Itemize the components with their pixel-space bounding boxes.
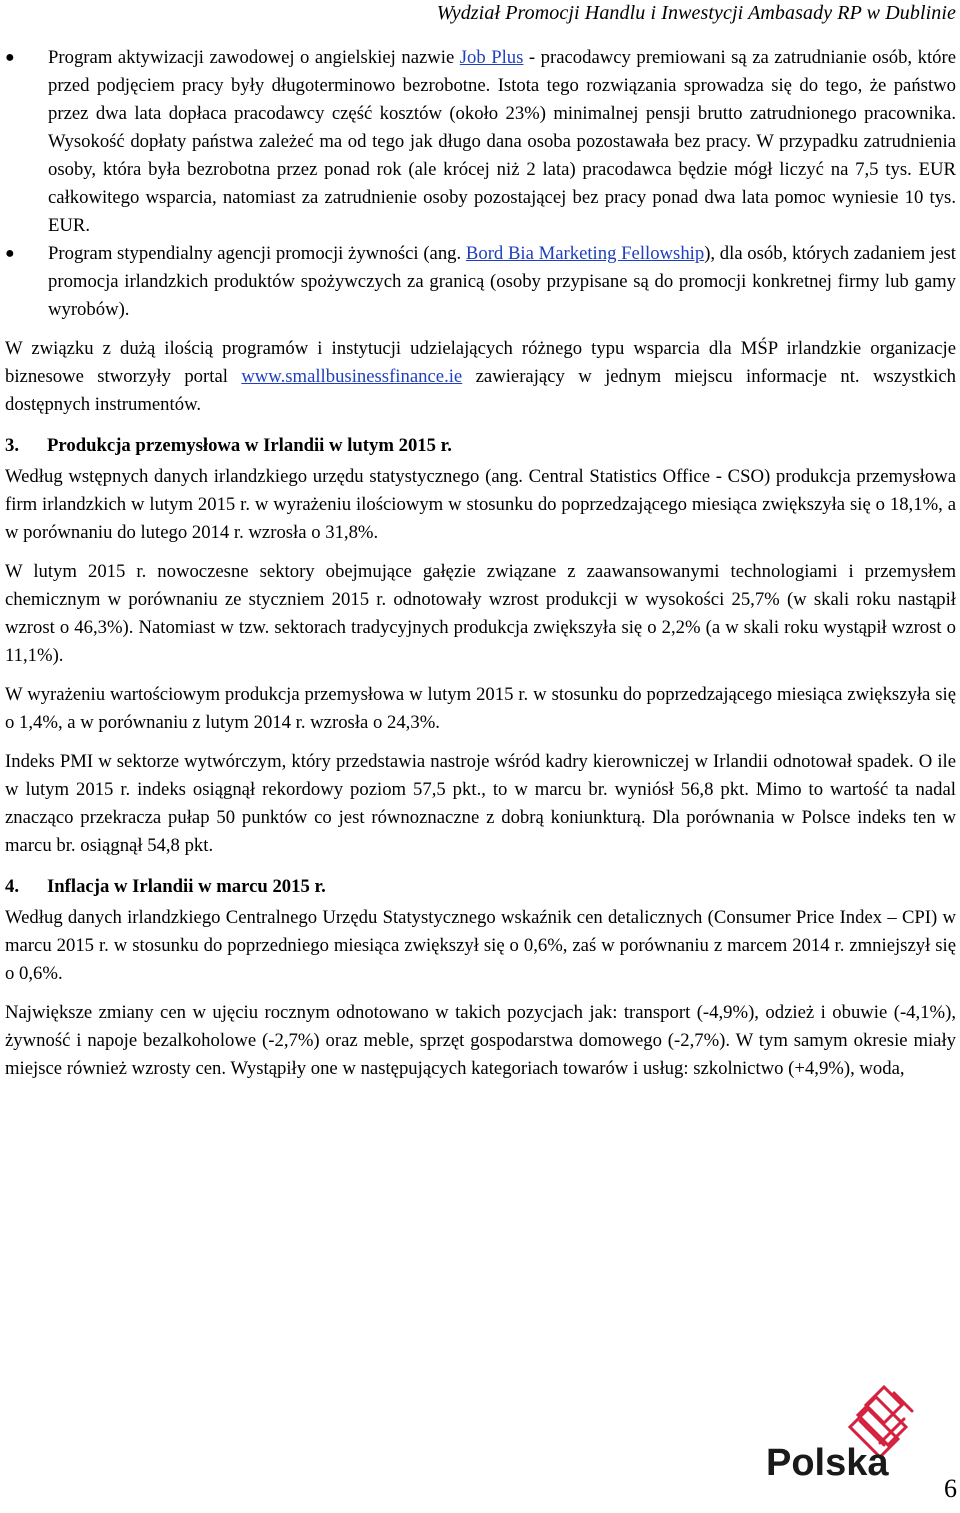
section-3-paragraph-2: W lutym 2015 r. nowoczesne sektory obejmujące gałęzie związane z zaawansowanymi technologiami i przemysłem chemicznym w porównaniu ze styczniem 2015 r. odnotowały wzrost produkcji w wysokości 25,7% (w skali roku nastąpił wzrost o 46,3%). Natomiast w tzw. sektorach tradycyjnych produkcja zwiększyła się o 2,2% (a w skali roku wystąpił wzrost o 11,1%).: [5, 561, 956, 666]
bullet-text: - pracodawcy premiowani są za zatrudnianie osób, które przed podjęciem pracy były długoterminowo bezrobotne. Istota tego rozwiązania sprowadza się do tego, że państwo przez dwa lata dopłaca pracodawcy część kosztów (około 23%) minimalnej pensji brutto zatrudnionego pracownika. Wysokość dopłaty państwa zależeć ma od tego jak długo dana osoba pozostawała bez pracy. W przypadku zatrudnienia osoby, która była bezrobotna przez ponad rok (ale krócej niż 2 lata) pracodawca będzie mógł liczyć na 7,5 tys. EUR całkowitego wsparcia, natomiast za zatrudnienie osoby pozostającej bez pracy ponad dwa lata pomoc wyniesie 10 tys. EUR.: [48, 47, 956, 236]
section-title: Produkcja przemysłowa w Irlandii w lutym 2015 r.: [47, 435, 452, 456]
bullet-list: [5, 44, 956, 324]
section-3-paragraph-1: Według wstępnych danych irlandzkiego urzędu statystycznego (ang. Central Statistics Office - CSO) produkcja przemysłowa firm irlandzkich w lutym 2015 r. w wyrażeniu ilościowym w stosunku do poprzedzającego miesiąca zwiększyła się o 18,1%, a w porównaniu do lutego 2014 r. wzrosła o 31,8%.: [5, 466, 956, 543]
section-4-paragraph-1: Według danych irlandzkiego Centralnego Urzędu Statystycznego wskaźnik cen detalicznych (Consumer Price Index – CPI) w marcu 2015 r. w stosunku do poprzedniego miesiąca zwiększył się o 0,6%, zaś w porównaniu z marcem 2014 r. zmniejszył się o 0,6%.: [5, 907, 956, 984]
bullet-item-bord-bia: [5, 240, 956, 324]
page-header: Wydział Promocji Handlu i Inwestycji Ambasady RP w Dublinie: [436, 2, 956, 24]
section-number: 3.: [5, 435, 20, 456]
bullet-icon: ●: [5, 49, 15, 66]
section-4-heading: [5, 873, 956, 901]
logo-text: Polska: [766, 1442, 889, 1484]
section-number: 4.: [5, 876, 20, 897]
bullet-text: Program stypendialny agencji promocji żywności (ang.: [48, 243, 466, 264]
portal-paragraph: [5, 335, 956, 419]
page-content: [5, 44, 956, 1083]
job-plus-link[interactable]: Job Plus: [459, 47, 524, 68]
paragraph-text: zawierający w jednym miejscu informacje nt. wszystkich dostępnych instrumentów.: [5, 366, 956, 415]
section-3-paragraph-4: Indeks PMI w sektorze wytwórczym, który przedstawia nastroje wśród kadry kierowniczej w Irlandii odnotował spadek. O ile w lutym 2015 r. indeks osiągnął rekordowy poziom 57,5 pkt., to w marcu br. wyniósł 56,8 pkt. Mimo to wartość ta nadal znacząco przekracza pułap 50 punktów co jest równoznaczne z dobrą koniunkturą. Dla porównania w Polsce indeks ten w marcu br. osiągnął 54,8 pkt.: [5, 751, 956, 856]
section-title: Inflacja w Irlandii w marcu 2015 r.: [47, 876, 326, 897]
smallbusinessfinance-link[interactable]: www.smallbusinessfinance.ie: [241, 366, 463, 387]
bullet-item-job-plus: [5, 44, 956, 240]
bord-bia-link[interactable]: Bord Bia Marketing Fellowship: [465, 243, 705, 264]
bullet-text: Program aktywizacji zawodowej o angielskiej nazwie: [48, 47, 460, 68]
section-3-heading: [5, 432, 956, 460]
paragraph-text: W związku z dużą ilością programów i instytucji udzielających różnego typu wsparcia dla MŚP irlandzkie organizacje biznesowe stworzyły portal: [5, 338, 956, 387]
polska-logo: [764, 1383, 934, 1487]
page-number: 6: [944, 1474, 957, 1503]
section-3-paragraph-3: W wyrażeniu wartościowym produkcja przemysłowa w lutym 2015 r. w stosunku do poprzedzającego miesiąca zwiększyła się o 1,4%, a w porównaniu z lutym 2014 r. wzrosła o 24,3%.: [5, 684, 956, 733]
bullet-text: ), dla osób, których zadaniem jest promocja irlandzkich produktów spożywczych za granicą (osoby przypisane są do promocji konkretnej firmy lub gamy wyrobów).: [48, 243, 956, 320]
bullet-icon: ●: [5, 245, 15, 262]
section-4-paragraph-2: Największe zmiany cen w ujęciu rocznym odnotowano w takich pozycjach jak: transport (-4,9%), odzież i obuwie (-4,1%), żywność i napoje bezalkoholowe (-2,7%) oraz meble, sprzęt gospodarstwa domowego (-2,7%). W tym samym okresie miały miejsce również wzrosty cen. Wystąpiły one w następujących kategoriach towarów i usług: szkolnictwo (+4,9%), woda,: [5, 1002, 956, 1079]
